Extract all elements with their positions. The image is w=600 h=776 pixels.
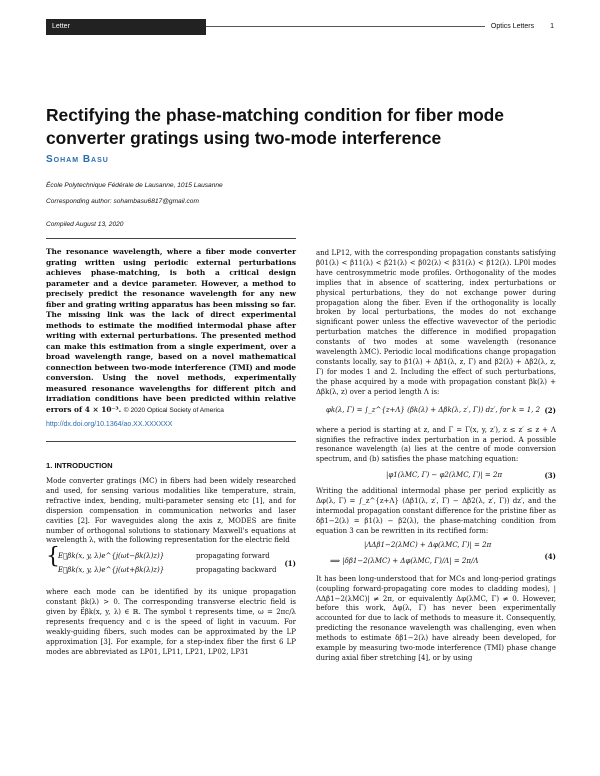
paper-title: Rectifying the phase-matching condition for fiber mode converter gratings using two-mode interference xyxy=(46,105,504,148)
intro-paragraph-2: where each mode can be identified by its unique propagation constant βk(λ) > 0. The corresponding transverse electric field is given by E⃗βk(x, y, λ) ∈ ℝ. The symbol t represents time, ω = 2πc/λ represents frequency and c is the speed of light in vacuum. For weakly-guiding fibers, such modes can be approximated by the LP approximation [3]. For example, for a step-index fiber the first 6 LP modes are abbreviated as LP01, LP11, LP21, LP02, LP31 xyxy=(46,588,296,656)
eq4-line-1: |ΛΔβ1−2(λMC) + Δφ(λMC, Γ)| = 2π xyxy=(364,540,492,549)
eq1-number: (1) xyxy=(284,559,296,569)
eq2-number: (2) xyxy=(544,405,556,415)
abstract-text: The resonance wavelength, where a fiber mode converter grating written using periodic external perturbations achieves phase-matching, is both a critical design parameter and a device parameter. However, a method to precisely predict the resonance wavelength for any new fiber and grating writing apparatus has been missing so far. The missing link was the lack of direct experimental methods to estimate the modified intermodal phase after writing with external perturbations. The presented method can make this estimation from a single experiment, over a broad wavelength range, based on a novel mathematical connection between two-mode interference (TMI) and mode conversion. Using the novel methods, experimentally measured resonance wavelengths for different pitch and irradiation conditions have been predicted within relative errors of 4 × 10⁻³. xyxy=(46,247,296,414)
right-paragraph-3: Writing the additional intermodal phase per period explicitly as Δφ(λ, Γ) = ∫_z^{z+Λ} (Δβ1(λ, z′, Γ) − Δβ2(λ, z′, Γ)) dz′, and the intermodal propagation constant difference for the pristine fiber as δβ1−2(λ) = β1(λ) − β2(λ), the phase-matching condition from equation 3 can be rewritten in its rectified form: xyxy=(316,487,556,535)
eq1-backward: E⃗βk(x, y, λ)e^{j(ωt+βk(λ)z)} xyxy=(58,566,165,575)
equation-brace: { xyxy=(46,544,60,570)
eq4-line-2: ⟹ |δβ1−2(λMC) + Δφ(λMC, Γ)/Λ| = 2π/Λ xyxy=(330,556,479,565)
eq4-number: (4) xyxy=(544,551,556,561)
author-name: Soham Basu xyxy=(46,154,109,165)
eq1-forward-label: propagating forward xyxy=(196,552,270,561)
copyright: © 2020 Optical Society of America xyxy=(123,406,224,414)
compiled-date: Compiled August 13, 2020 xyxy=(46,221,124,228)
right-paragraph-4: It has been long-understood that for MCs and long-period gratings (coupling forward-propagating core modes to cladding modes), |ΛΔβ1−2(λMC)| ≠ 2π, or equivalently Δφ(λMC, Γ) ≠ 0. However, before this work, Δφ(λ, Γ) has never been experimentally accounted for due to lack of methods to measure it. Consequently, predicting the resonance wavelength was challenging, even when methods to estimate δβ1−2(λ) have already been developed, for example by measuring two-mode interference (TMI) phase change during axial fiber stretching [4], or by using xyxy=(316,574,556,662)
header-journal xyxy=(485,19,554,35)
doi-link[interactable]: http://dx.doi.org/10.1364/ao.XX.XXXXXX xyxy=(46,421,173,428)
right-column xyxy=(316,249,556,664)
eq3-body: |φ1(λMC, Γ) − φ2(λMC, Γ)| = 2π xyxy=(386,471,503,480)
eq2-body: φk(λ, Γ) = ∫_z^{z+Λ} (βk(λ) + Δβk(λ, z′, Γ)) dz′, for k = 1, 2 xyxy=(326,405,541,414)
eq1-backward-label: propagating backward xyxy=(196,566,277,575)
affiliation: École Polytechnique Fédérale de Lausanne, 1015 Lausanne xyxy=(46,182,223,189)
right-paragraph-2: where a period is starting at z, and Γ = Γ(x, y, z′), z ≤ z′ ≤ z + Λ signifies the refractive index perturbation in a period. A possible resonance wavelength (a) lies at the centre of mode conversion spectrum, and (b) satisfies the phase matching equation: xyxy=(316,425,556,464)
eq3-number: (3) xyxy=(544,471,556,481)
journal-name: Optics Letters xyxy=(490,23,535,30)
equation-1 xyxy=(46,544,296,584)
eq1-forward: E⃗βk(x, y, λ)e^{j(ωt−βk(λ)z)} xyxy=(58,552,165,561)
equation-4 xyxy=(316,540,556,572)
left-column xyxy=(46,477,296,658)
abstract-top-rule xyxy=(46,238,296,239)
abstract xyxy=(46,247,296,416)
equation-2 xyxy=(316,401,556,423)
header-label: Letter xyxy=(46,19,206,35)
section-heading: 1. INTRODUCTION xyxy=(46,461,113,470)
intro-paragraph-1: Mode converter gratings (MC) in fibers had been widely researched and used, for sensing various modalities like temperature, strain, refractive index, bending, multi-parameter sensing etc [1], and for dispersion compensation in communication networks and laser cavities [2]. For waveguides along the axis z, MODES are finite number of orthogonal solutions to stationary Maxwell's equations at wavelength λ, with the following representation for the electric field xyxy=(46,477,296,545)
page-header xyxy=(46,19,554,35)
abstract-bottom-rule xyxy=(46,441,296,442)
corresponding-author: Corresponding author: sohambasu6817@gmail.com xyxy=(46,198,199,205)
right-paragraph-1: and LP12, with the corresponding propagation constants satisfying β01(λ) < β11(λ) < β21(λ) < β02(λ) < β31(λ) < β12(λ). LP0l modes have centrosymmetric mode profiles. Orthogonality of the modes implies that in absence of scattering, index perturbations or physical perturbations, they do not exchange power during propagation along the fiber. Even if the orthogonality is locally broken by local perturbations, the modes do not exchange significant power unless the effective wavevector of the periodic perturbation matches the difference in modified propagation constants of two modes at some wavelength (resonance wavelength λMC). Periodic local modifications change propagation constants locally, say to β1(λ) + Δβ1(λ, z, Γ) and β2(λ) + Δβ2(λ, z, Γ) for modes 1 and 2. Including the effect of such perturbations, the phase acquired by a mode with propagation constant βk(λ) + Δβk(λ, z) over a period length Λ is: xyxy=(316,249,556,396)
page-number: 1 xyxy=(550,23,554,30)
equation-3 xyxy=(316,468,556,484)
